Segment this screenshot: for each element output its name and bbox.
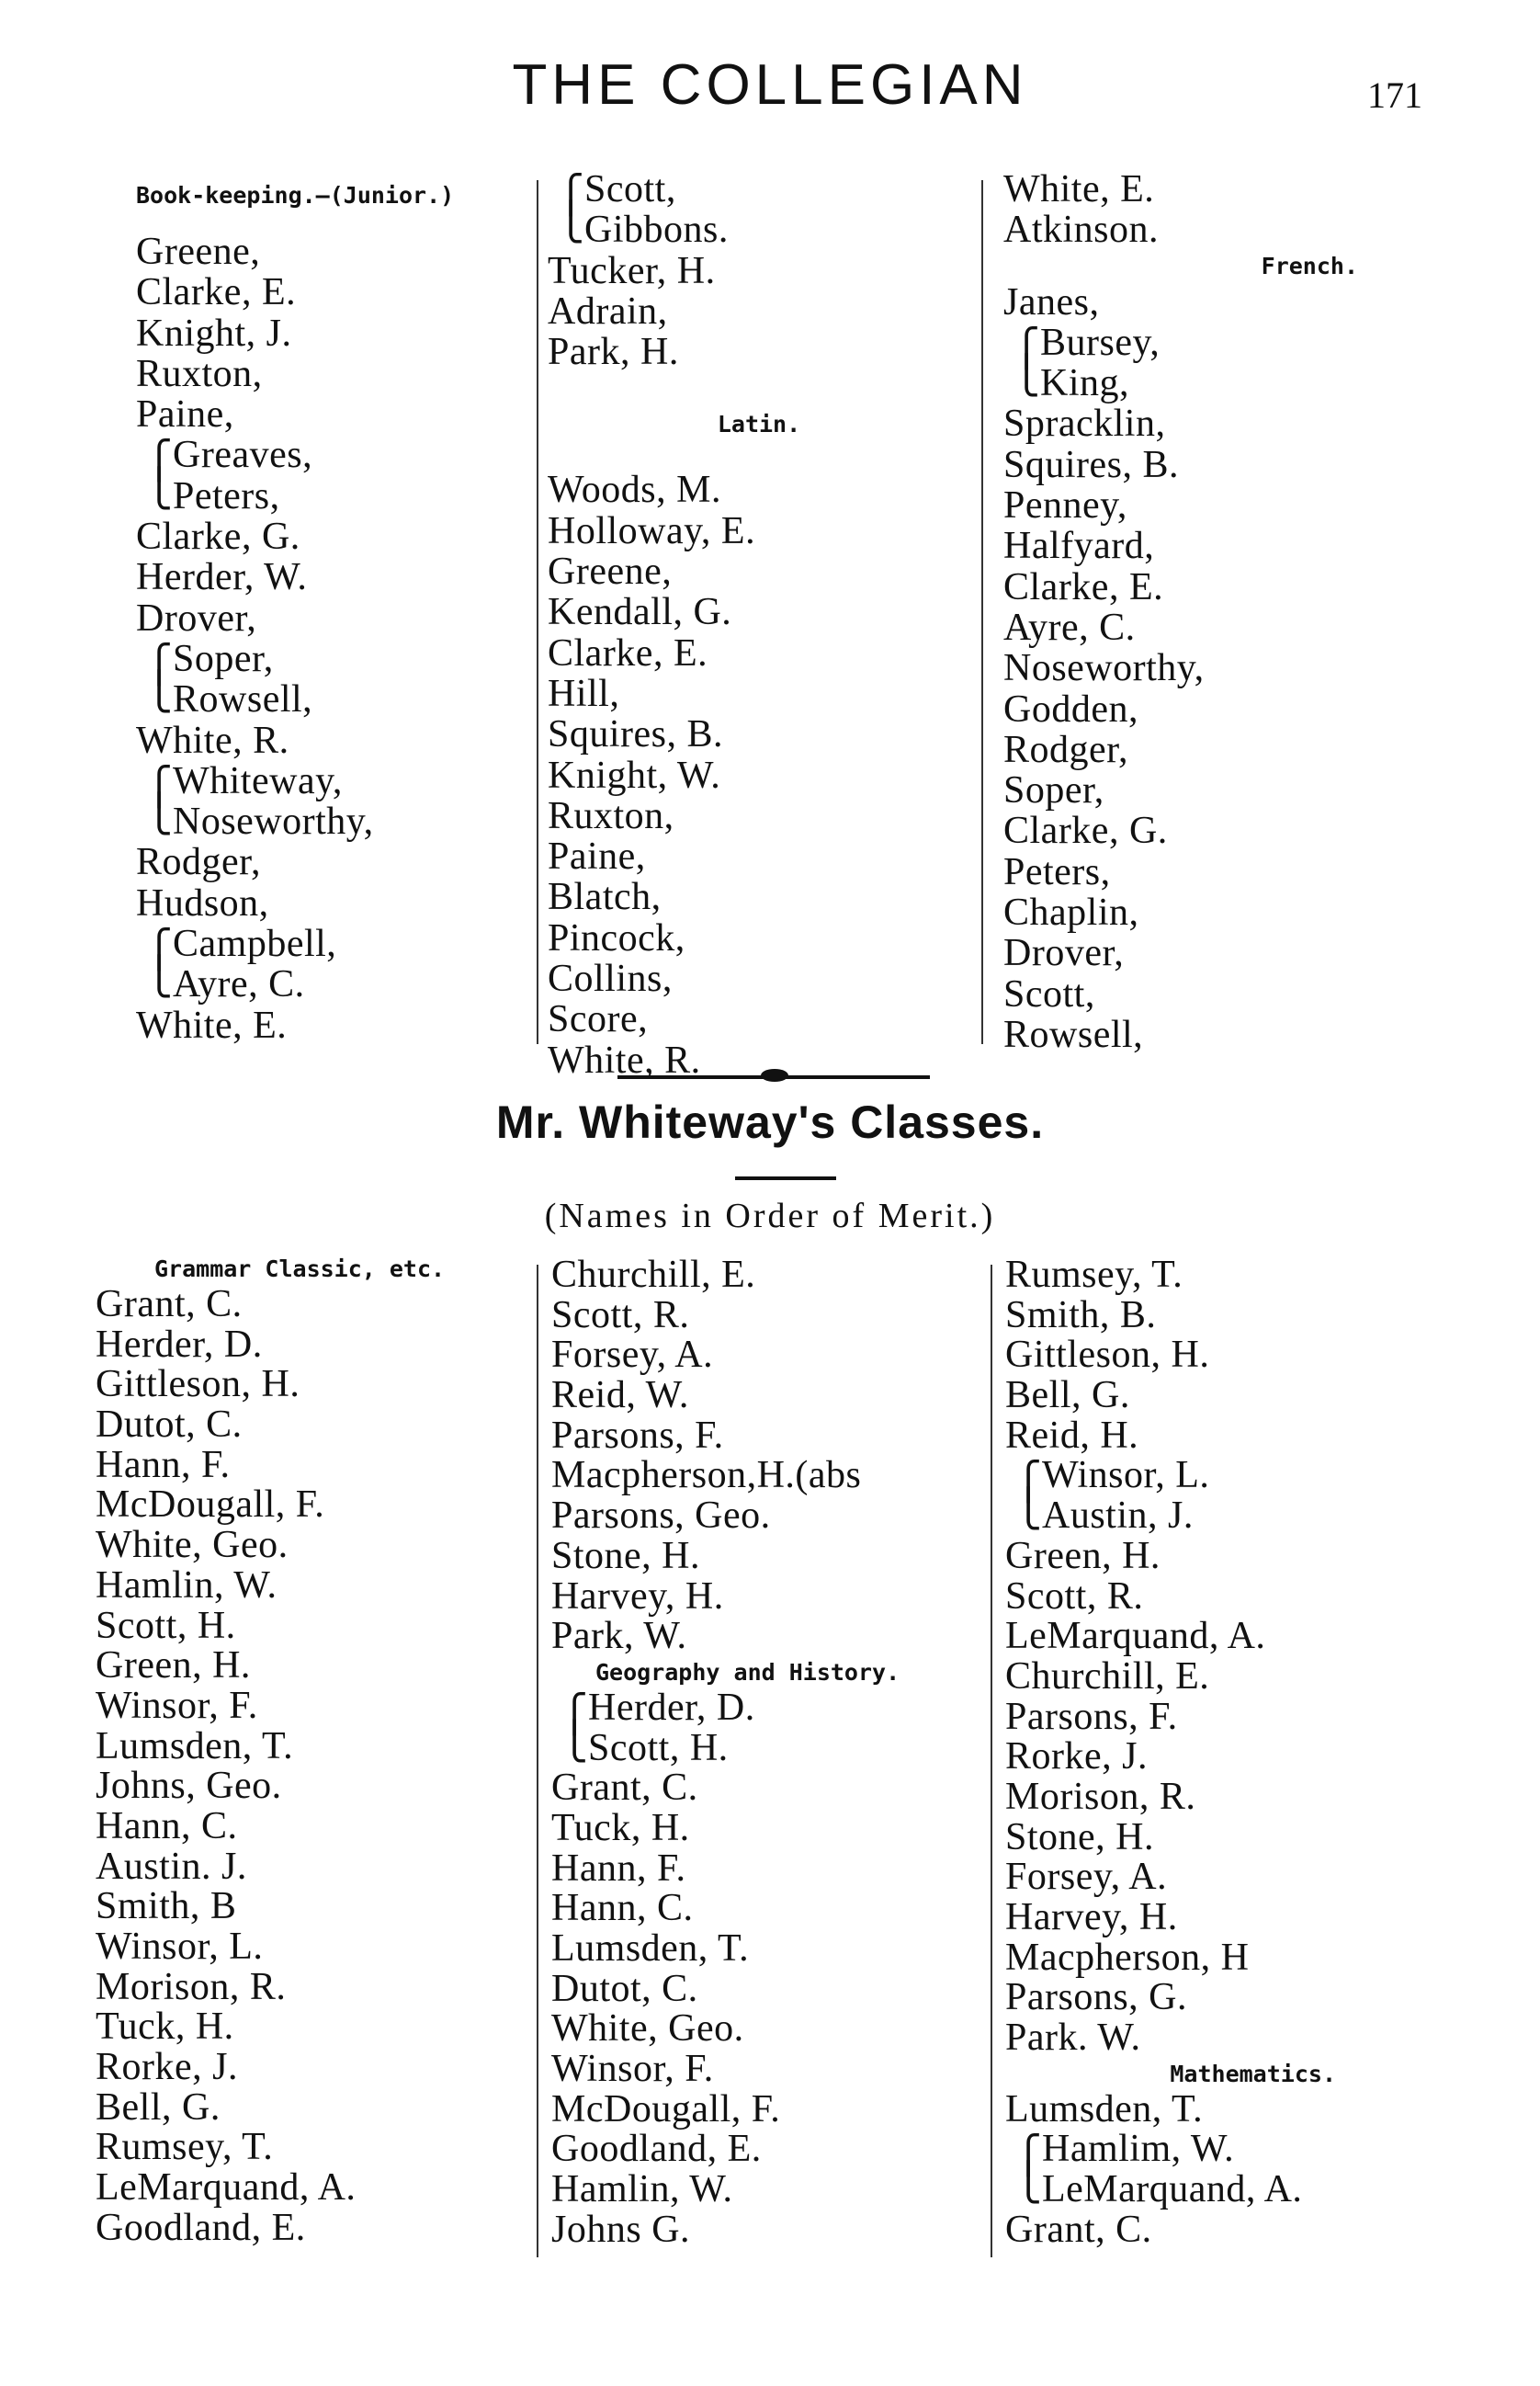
list-item: ⎩ Austin, J. [1005,1496,1465,1537]
list-item: ⎩ Peters, [136,476,522,517]
list-item: Hann, C. [96,1804,238,1847]
list-item: Churchill, E. [551,1254,756,1296]
list-item: Clarke, G. [136,516,300,559]
list-item: Harvey, H. [1005,1896,1178,1938]
list-item: Ruxton, [548,794,674,837]
list-item: Hamlin, W. [96,1563,277,1607]
list-item: Parsons, G. [1005,1976,1188,2019]
list-item: Knight, J. [136,312,292,355]
list-item: ⎧ Herder, D. [551,1688,983,1729]
list-item: Woods, M. [548,469,721,512]
list-item: Forsey, A. [551,1334,714,1377]
list-item: Spracklin, [1003,403,1166,446]
section2-column-2 [551,1255,983,2251]
list-item: White, E. [1003,168,1155,210]
list-item: McDougall, F. [96,1483,325,1527]
column-rule [537,1265,538,2257]
list-item: Morison, R. [96,1965,287,2008]
list-item: Clarke, G. [1003,810,1168,853]
list-item: Green, H. [1005,1534,1161,1577]
list-item: Adrain, [548,290,668,333]
list-item: Squires, B. [548,713,724,756]
list-item: ⎧ Bursey, [1003,323,1444,363]
section-note: (Names in Order of Merit.) [544,1197,996,1235]
list-item: Reid, W. [551,1374,689,1417]
list-item: Kendall, G. [548,591,732,634]
list-item: White, R. [136,719,289,762]
list-item: Blatch, [548,876,662,919]
list-item: Gittleson, H. [1005,1334,1210,1377]
list-item: Hamlin, W. [551,2168,733,2211]
list-item: McDougall, F. [551,2087,781,2130]
list-item: White, E. [136,1004,288,1047]
title-rule [735,1176,836,1180]
list-item: Rodger, [136,841,261,884]
running-title: THE COLLEGIAN [512,53,1028,117]
list-item: Greene, [548,551,673,594]
list-item: Parsons, Geo. [551,1494,771,1538]
list-item: Atkinson. [1003,209,1160,252]
list-item: ⎧ Whiteway, [136,761,522,801]
list-item: Park, H. [548,331,679,374]
list-item: Winsor, F. [96,1684,258,1727]
list-item: Rowsell, [1003,1013,1144,1056]
section1-column-1 [136,180,522,1046]
list-item: Harvey, H. [551,1574,724,1618]
list-item: Macpherson,H.(abs [551,1454,862,1497]
list-item: Morison, R. [1005,1775,1196,1818]
list-item: LeMarquand, A. [1005,1615,1266,1658]
list-item: Noseworthy, [1003,647,1205,690]
divider-ornament [761,1069,788,1082]
list-item: Green, H. [96,1644,251,1687]
list-item: Hill, [548,672,620,715]
list-item: ⎧ Hamlim, W. [1005,2130,1465,2170]
list-item: Chaplin, [1003,892,1139,935]
list-item: Tuck, H. [551,1806,690,1849]
list-item: Ayre, C. [1003,606,1136,649]
list-item: White, Geo. [96,1524,289,1567]
list-item: Hann, C. [551,1887,694,1930]
column-rule [981,180,983,1044]
list-item: Park. W. [1005,2017,1141,2060]
list-item: ⎧ Soper, [136,639,522,679]
list-item: Holloway, E. [548,509,756,552]
list-item: Dutot, C. [96,1403,243,1447]
list-item: Parsons, F. [1005,1695,1178,1738]
list-item: ⎩ Gibbons. [548,210,970,250]
list-item: Drover, [136,596,257,640]
list-item: Scott, H. [96,1604,236,1647]
list-item: ⎩ Ayre, C. [136,964,522,1005]
list-item: Squires, B. [1003,443,1180,486]
list-item: Peters, [1003,850,1111,893]
list-item: Churchill, E. [1005,1654,1210,1698]
list-item: Clarke, E. [1003,565,1164,608]
list-item: Score, [548,998,649,1041]
column-rule [537,180,538,1044]
subject-heading-latin: Latin. [717,411,801,438]
list-item: Rorke, J. [96,2046,238,2089]
list-item: Bell, G. [96,2085,221,2129]
list-item: ⎧ Campbell, [136,924,522,964]
column-rule [991,1265,992,2257]
subject-heading-grammar: Grammar Classic, etc. [154,1255,446,1282]
section2-column-3 [1005,1255,1465,2251]
section2-column-1 [96,1254,527,2249]
list-item: White, Geo. [551,2007,744,2051]
list-item: White, R. [548,1039,701,1082]
list-item: ⎧ Scott, [548,169,970,210]
list-item: Tuck, H. [96,2005,234,2049]
subject-heading-french: French. [1261,252,1358,279]
list-item: Hann, F. [96,1443,231,1486]
list-item: Godden, [1003,687,1138,731]
list-item: ⎩ Noseworthy, [136,801,522,842]
list-item: Collins, [548,958,673,1001]
list-item: ⎩ LeMarquand, A. [1005,2170,1465,2210]
list-item: Goodland, E. [96,2206,306,2249]
list-item: Smith, B. [1005,1293,1157,1336]
list-item: Dutot, C. [551,1967,698,2010]
list-item: Stone, H. [551,1534,700,1577]
list-item: Tucker, H. [548,249,716,292]
list-item: Herder, D. [96,1323,263,1366]
list-item: Knight, W. [548,754,721,797]
list-item: ⎩ Scott, H. [551,1729,983,1769]
list-item: Rumsey, T. [1005,1254,1183,1296]
subject-heading-mathematics: Mathematics. [1170,2060,1336,2087]
list-item: Lumsden, T. [551,1927,750,1970]
list-item: Grant, C. [96,1283,243,1325]
list-item: Paine, [136,393,234,437]
list-item: Stone, H. [1005,1815,1154,1858]
list-item: Johns G. [551,2208,691,2251]
section-title: Mr. Whiteway's Classes. [495,1096,1045,1148]
list-item: Austin. J. [96,1845,247,1888]
list-item: Scott, [1003,972,1095,1016]
section1-column-2 [548,169,970,1081]
section1-column-3 [1003,169,1444,1055]
list-item: Paine, [548,835,646,879]
list-item: Goodland, E. [551,2128,762,2171]
list-item: Janes, [1003,280,1100,324]
list-item: Lumsden, T. [96,1724,294,1767]
list-item: Forsey, A. [1005,1856,1168,1899]
list-item: Lumsden, T. [1005,2087,1204,2130]
list-item: Bell, G. [1005,1374,1130,1417]
page-number: 171 [1367,74,1422,116]
list-item: Drover, [1003,932,1125,975]
list-item: LeMarquand, A. [96,2166,357,2210]
list-item: Halfyard, [1003,525,1155,568]
list-item: Pincock, [548,916,685,960]
list-item: Smith, B [96,1885,237,1928]
subject-heading-geography: Geography and History. [595,1658,900,1686]
list-item: ⎧ Greaves, [136,435,522,475]
list-item: Clarke, E. [548,631,708,675]
list-item: Soper, [1003,769,1104,812]
list-item: Grant, C. [1005,2208,1152,2251]
list-item: Rumsey, T. [96,2126,274,2169]
list-item: Rorke, J. [1005,1735,1148,1778]
list-item: Ruxton, [136,352,263,395]
list-item: Grant, C. [551,1767,698,1810]
subject-heading-bookkeeping: Book-keeping.—(Junior.) [136,182,455,209]
list-item: Clarke, E. [136,271,297,314]
list-item: ⎩ King, [1003,363,1444,403]
list-item: Park, W. [551,1615,687,1658]
list-item: Reid, H. [1005,1414,1139,1457]
list-item: Herder, W. [136,556,308,599]
list-item: ⎩ Rowsell, [136,679,522,720]
list-item: Scott, R. [551,1293,690,1336]
list-item: Johns, Geo. [96,1765,282,1808]
list-item: Penney, [1003,484,1127,528]
list-item: Scott, R. [1005,1574,1144,1618]
list-item: Macpherson, H [1005,1936,1250,1979]
list-item: Rodger, [1003,728,1128,771]
list-item: Greene, [136,231,261,273]
list-item: Winsor, F. [551,2048,714,2091]
list-item: Hudson, [136,881,269,925]
list-item: Gittleson, H. [96,1363,300,1406]
list-item: Winsor, L. [96,1926,264,1968]
list-item: Parsons, F. [551,1414,724,1457]
list-item: ⎧ Winsor, L. [1005,1456,1465,1496]
list-item: Hann, F. [551,1846,686,1890]
